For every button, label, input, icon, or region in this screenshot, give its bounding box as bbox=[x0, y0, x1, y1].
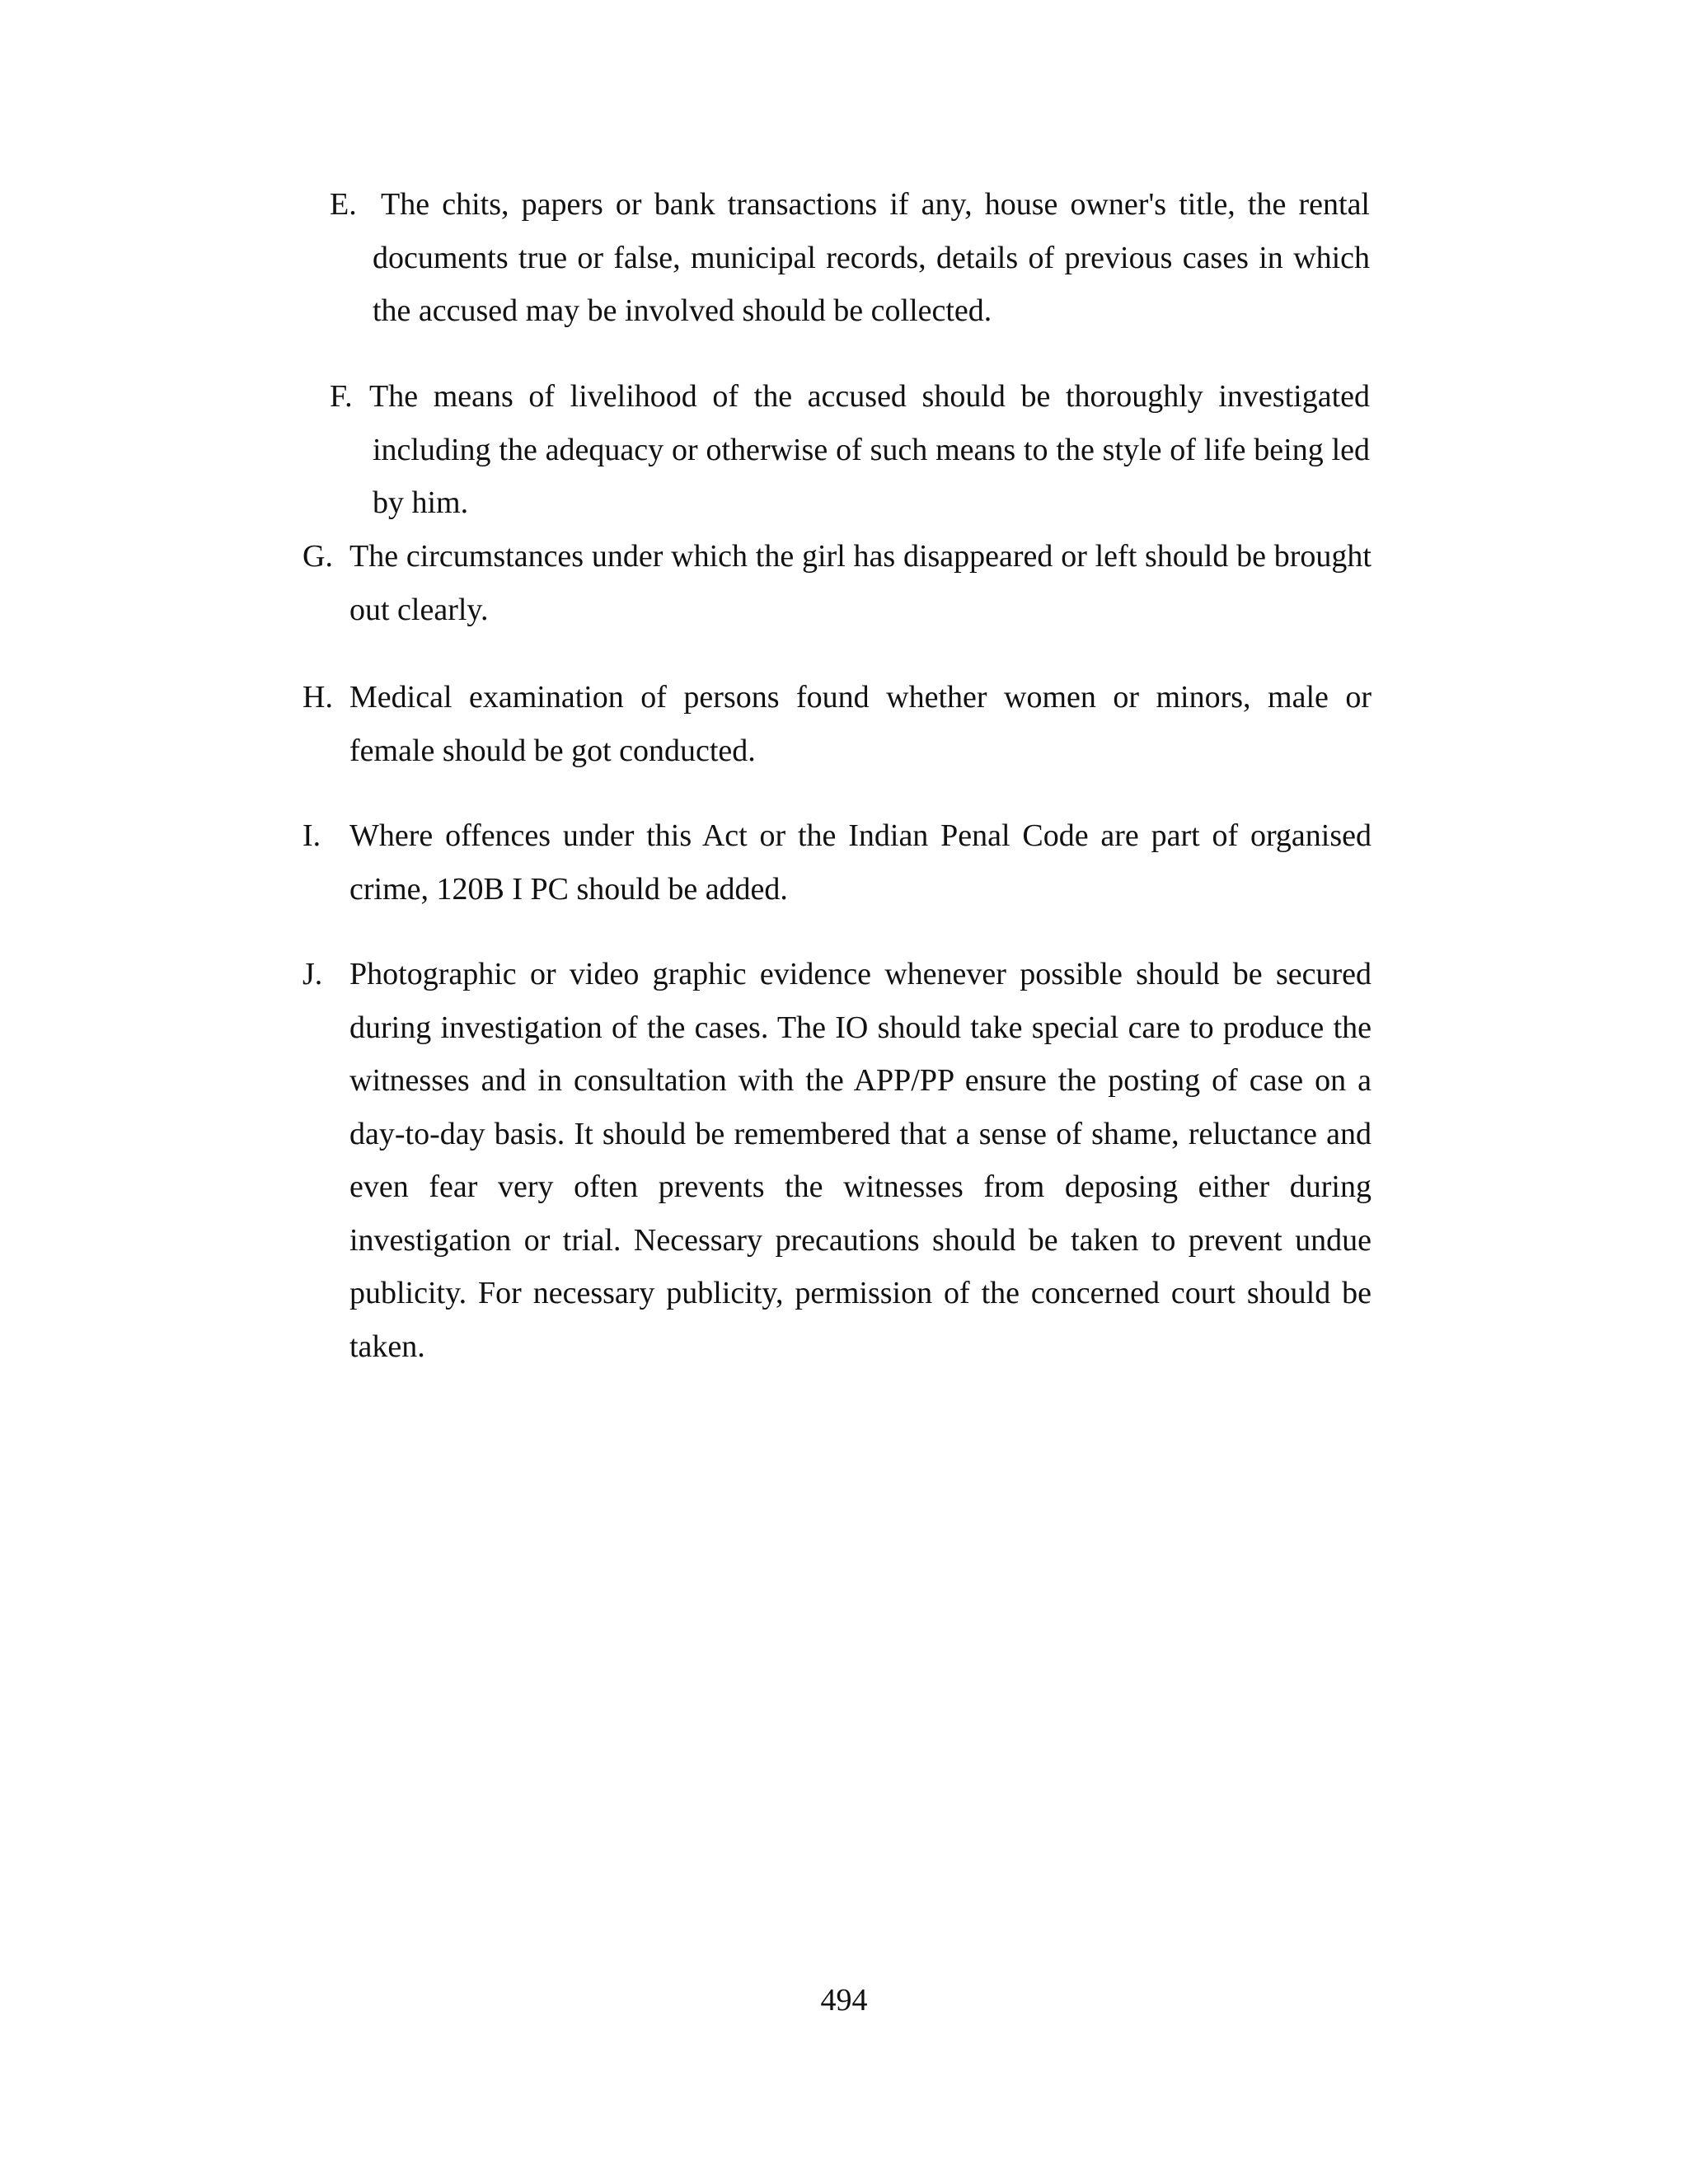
list-text-f: The means of livelihood of the accused should be thoroughly investigated including the adequacy or otherwise of such means to the style of life being led by him. bbox=[369, 379, 1370, 520]
list-item-g bbox=[302, 530, 1372, 636]
list-marker-g: G. bbox=[302, 539, 333, 574]
list-item-e bbox=[330, 178, 1370, 338]
list-marker-e: E. bbox=[330, 187, 357, 222]
list-text-h: Medical examination of persons found whether women or minors, male or female should be got conducted. bbox=[349, 680, 1372, 768]
list-text-j: Photographic or video graphic evidence whenever possible should be secured during investigation of the cases. The IO should take special care to produce the witnesses and in consultation with the APP/PP ensure the posting of case on a day-to-day basis. It should be remembered that a sense of shame, reluctance and even fear very often prevents the witnesses from deposing either during investigation or trial. Necessary precautions should be taken to prevent undue publicity. For necessary publicity, permission of the concerned court should be taken. bbox=[349, 957, 1372, 1364]
list-text-g: The circumstances under which the girl has disappeared or left should be brought out clearly. bbox=[349, 539, 1372, 627]
list-marker-f: F. bbox=[330, 379, 353, 414]
list-item-j bbox=[302, 948, 1372, 1373]
list-marker-j: J. bbox=[302, 957, 323, 991]
list-marker-h: H. bbox=[302, 680, 333, 715]
list-item-h bbox=[302, 671, 1372, 777]
list-item-i bbox=[302, 809, 1372, 916]
list-text-i: Where offences under this Act or the Indian Penal Code are part of organised crime, 120B I PC should be added. bbox=[349, 818, 1372, 907]
list-item-f bbox=[330, 370, 1370, 530]
list-text-e: The chits, papers or bank transactions if any, house owner's title, the rental documents true or false, municipal records, details of previous cases in which the accused may be involved should be collected. bbox=[373, 187, 1370, 328]
list-marker-i: I. bbox=[302, 818, 321, 853]
page-number: 494 bbox=[820, 1983, 868, 2018]
